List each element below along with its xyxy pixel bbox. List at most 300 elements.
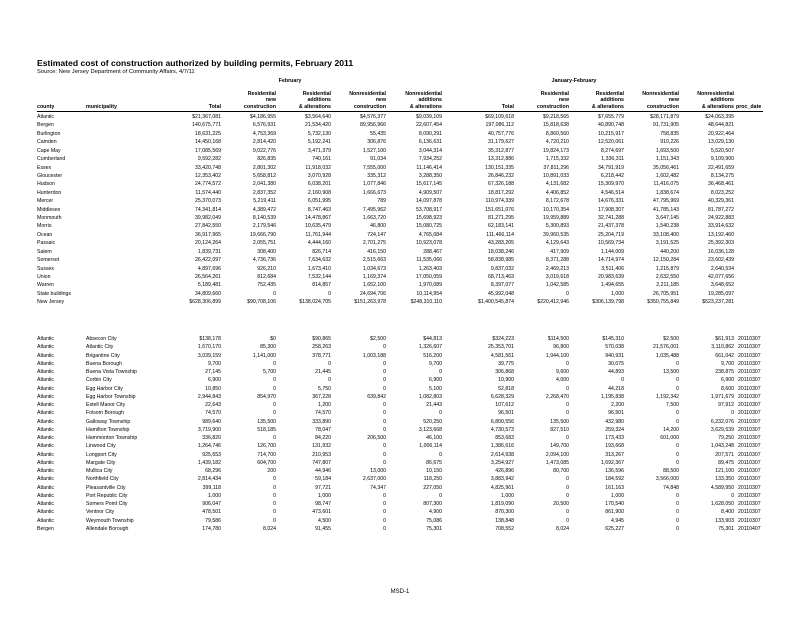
- feb-res-add-cell: 11,761,944: [305, 231, 331, 238]
- proc-date-cell: 20110307: [738, 369, 761, 375]
- municipality-cell: Estell Manor City: [86, 402, 126, 408]
- county-cell: Morris: [37, 223, 52, 230]
- janfeb-res-new-cell: 96,800: [553, 344, 569, 351]
- municipality-cell: Egg Harbor Township: [86, 393, 136, 400]
- feb-total-cell: 74,570: [205, 410, 221, 417]
- janfeb-res-new-cell: 1,042,585: [545, 282, 569, 289]
- proc-date-cell: 20110307: [738, 402, 761, 408]
- county-cell: Monmouth: [37, 215, 62, 222]
- feb-nonres-new-cell: 335,312: [367, 172, 386, 179]
- janfeb-res-new-cell: 0: [566, 435, 569, 441]
- proc-date-cell: 20110407: [738, 525, 761, 532]
- janfeb-res-new-cell: 10,891,033: [543, 172, 569, 179]
- janfeb-total-cell: 52,818: [498, 385, 514, 392]
- county-cell: Somerset: [37, 257, 60, 264]
- feb-res-new-cell: 5,700: [263, 369, 276, 375]
- janfeb-res-add-cell: 1,195,838: [600, 393, 624, 400]
- feb-nonres-new-cell: 0: [383, 360, 386, 367]
- county-cell: New Jersey: [37, 299, 65, 306]
- proc-date-cell: 20110307: [738, 435, 761, 441]
- janfeb-nonres-add-cell: 4,589,950: [710, 484, 734, 491]
- feb-res-add-cell: 5,192,241: [307, 139, 331, 146]
- janfeb-total-cell: 13,312,886: [488, 156, 514, 163]
- municipality-cell: Mullica City: [86, 468, 113, 474]
- county-cell: Union: [37, 273, 51, 280]
- janfeb-nonres-new-cell: 12,150,284: [653, 257, 679, 264]
- janfeb-res-add-cell: 1,692,367: [600, 459, 624, 466]
- res-add-header-line-2-7: & alterations: [591, 104, 624, 110]
- proc-date-cell: 20110307: [738, 484, 761, 491]
- feb-nonres-add-cell: 15,698,923: [416, 215, 442, 222]
- nonres-new-header-line-2-8: construction: [646, 104, 679, 110]
- janfeb-res-add-cell: 34,791,919: [598, 164, 624, 171]
- municipality-cell: Atlantic City: [86, 344, 114, 351]
- feb-nonres-add-cell: 288,467: [423, 248, 442, 255]
- janfeb-res-add-cell: 17,908,307: [598, 206, 624, 213]
- janfeb-total-cell: 2,614,938: [490, 451, 514, 458]
- res-new-header-line-0-6: Residential: [540, 90, 569, 97]
- feb-nonres-add-cell: 46,100: [426, 435, 442, 441]
- feb-nonres-new-cell: 1,527,100: [362, 147, 386, 154]
- municipality-cell: Linwood City: [86, 443, 116, 450]
- county-cell: Atlantic: [37, 418, 55, 425]
- feb-nonres-new-cell: 0: [383, 451, 386, 458]
- janfeb-res-new-cell: 1,473,085: [545, 459, 569, 466]
- janfeb-res-add-cell: $306,139,798: [592, 299, 624, 306]
- county-cell: Atlantic: [37, 451, 55, 458]
- municipality-cell: Somers Point City: [86, 501, 128, 507]
- janfeb-total-cell: 96,501: [498, 410, 514, 417]
- janfeb-nonres-add-cell: 89,475: [718, 459, 734, 466]
- janfeb-res-add-cell: 432,980: [605, 418, 624, 425]
- janfeb-total-cell: 870,300: [495, 509, 514, 516]
- res-new-header-line-2-1: construction: [243, 104, 276, 110]
- janfeb-res-add-cell: 14,676,331: [598, 198, 624, 205]
- feb-nonres-add-cell: 3,044,314: [418, 147, 442, 154]
- feb-nonres-new-cell: 416,150: [367, 248, 386, 255]
- feb-res-new-cell: 0: [273, 492, 276, 499]
- janfeb-nonres-new-cell: 3,566,000: [655, 476, 679, 483]
- janfeb-res-add-cell: 861,900: [605, 509, 624, 516]
- feb-nonres-add-cell: $9,039,109: [416, 114, 442, 120]
- municipality-cell: Folsom Borough: [86, 410, 125, 417]
- janfeb-nonres-add-cell: 23,602,439: [708, 257, 734, 264]
- janfeb-nonres-new-cell: 1,215,879: [655, 265, 679, 272]
- proc-date-cell: 20110307: [738, 410, 761, 417]
- feb-nonres-add-cell: 0: [439, 451, 442, 458]
- feb-res-add-cell: $90,865: [312, 336, 331, 342]
- feb-res-new-cell: 4,736,736: [252, 257, 276, 264]
- nonres-add-header-line-0-9: Nonresidential: [697, 90, 734, 97]
- feb-nonres-add-cell: 15,617,145: [416, 181, 442, 188]
- res-add-header-line-0-7: Residential: [595, 90, 624, 97]
- feb-res-new-cell: 0: [273, 410, 276, 417]
- county-cell: Middlesex: [37, 206, 61, 213]
- feb-res-add-cell: $3,564,640: [305, 114, 331, 120]
- feb-res-add-cell: 59,184: [315, 476, 331, 483]
- feb-nonres-add-cell: 520,250: [423, 418, 442, 425]
- feb-total-cell: 68,296: [205, 468, 221, 474]
- feb-res-new-cell: 200: [267, 468, 276, 474]
- janfeb-nonres-new-cell: 758,835: [660, 130, 679, 137]
- feb-nonres-new-cell: 0: [383, 509, 386, 516]
- janfeb-nonres-new-cell: 1,035,488: [655, 352, 679, 359]
- janfeb-nonres-new-cell: 2,632,550: [655, 273, 679, 280]
- janfeb-res-add-cell: 4,546,514: [600, 189, 624, 196]
- feb-total-cell: 3,039,159: [197, 352, 221, 359]
- janfeb-nonres-add-cell: 40,329,361: [708, 198, 734, 205]
- feb-nonres-new-cell: $4,576,377: [360, 114, 386, 120]
- janfeb-total-cell: 197,086,112: [485, 122, 514, 129]
- feb-res-add-cell: 98,747: [315, 501, 331, 507]
- janfeb-res-new-cell: 4,129,643: [545, 240, 569, 247]
- res-add-header-line-0-2: Residential: [302, 90, 331, 97]
- feb-total-cell: $21,367,081: [192, 114, 221, 120]
- nonres-add-header-line-0-4: Nonresidential: [405, 90, 442, 97]
- county-cell: Gloucester: [37, 172, 63, 179]
- janfeb-nonres-add-cell: 8,600: [721, 385, 734, 392]
- proc-date-cell: 20110307: [738, 377, 761, 384]
- res-add-header-line-1-7: additions: [600, 97, 624, 104]
- feb-res-add-cell: 826,714: [312, 248, 331, 255]
- feb-res-new-cell: 8,140,539: [252, 215, 276, 222]
- janfeb-total-cell: 67,326,188: [488, 181, 514, 188]
- proc-date-cell: 20110307: [738, 443, 761, 450]
- nonres-add-header-line-2-9: & alterations: [701, 104, 734, 110]
- janfeb-res-add-cell: 20,983,639: [598, 273, 624, 280]
- janfeb-res-new-cell: 4,131,682: [545, 181, 569, 188]
- nonres-add-header-line-1-4: additions: [418, 97, 442, 104]
- feb-nonres-new-cell: 0: [383, 525, 386, 532]
- feb-nonres-add-cell: 8,090,291: [418, 130, 442, 137]
- feb-total-cell: 140,675,771: [192, 122, 221, 129]
- nonres-add-header-line-1-9: additions: [710, 97, 734, 104]
- county-cell: State buildings: [37, 290, 72, 297]
- res-new-header-line-1-6: new: [558, 97, 569, 104]
- feb-nonres-add-cell: 11,146,414: [416, 164, 442, 171]
- janfeb-total-cell: 18,817,292: [488, 189, 514, 196]
- municipality-cell: Buena Vista Township: [86, 369, 137, 375]
- janfeb-nonres-add-cell: $24,063,395: [705, 114, 734, 120]
- municipality-cell: Hammonton Township: [86, 435, 138, 441]
- county-cell: Burlington: [37, 130, 61, 137]
- feb-nonres-new-cell: 2,515,663: [362, 257, 386, 264]
- janfeb-total-cell: $1,400,545,874: [477, 299, 514, 306]
- feb-nonres-new-cell: 2,637,000: [362, 476, 386, 483]
- janfeb-res-add-cell: 259,324: [605, 426, 624, 433]
- feb-total-cell: 14,450,168: [195, 139, 221, 146]
- feb-total-cell: 36,917,965: [195, 231, 221, 238]
- feb-nonres-add-cell: 9,700: [429, 360, 442, 367]
- municipality-cell: Weymouth Township: [86, 517, 134, 524]
- county-cell: Hunterdon: [37, 189, 62, 196]
- janfeb-res-new-cell: 0: [566, 509, 569, 516]
- janfeb-nonres-new-cell: 0: [676, 385, 679, 392]
- feb-res-add-cell: 91,455: [315, 525, 331, 532]
- janfeb-res-add-cell: 161,163: [605, 484, 624, 491]
- janfeb-total-cell: 130,151,335: [485, 164, 514, 171]
- janfeb-res-add-cell: 193,668: [605, 443, 624, 450]
- county-cell: Bergen: [37, 122, 54, 129]
- feb-res-add-cell: 21,534,420: [305, 122, 331, 129]
- feb-nonres-add-cell: 14,097,878: [416, 198, 442, 205]
- jan-feb-group-header: January-February: [551, 78, 597, 84]
- janfeb-nonres-add-cell: 42,077,656: [708, 273, 734, 280]
- janfeb-nonres-add-cell: 25,392,303: [708, 240, 734, 247]
- feb-nonres-add-cell: 22,607,454: [416, 122, 442, 129]
- janfeb-total-cell: 1,819,090: [490, 501, 514, 507]
- feb-nonres-add-cell: 1,263,403: [418, 265, 442, 272]
- janfeb-res-new-cell: $220,412,946: [537, 299, 569, 306]
- county-cell: Hudson: [37, 181, 55, 188]
- janfeb-nonres-new-cell: 0: [676, 443, 679, 450]
- janfeb-nonres-add-cell: 3,110,862: [711, 344, 734, 351]
- janfeb-res-add-cell: 170,540: [605, 501, 624, 507]
- feb-total-cell: 26,422,097: [195, 257, 221, 264]
- feb-nonres-new-cell: 206,500: [367, 435, 386, 441]
- janfeb-res-add-cell: 1,000: [611, 492, 624, 499]
- janfeb-res-add-cell: 8,274,697: [600, 147, 624, 154]
- feb-nonres-add-cell: 3,123,668: [418, 426, 442, 433]
- feb-total-cell: 6,900: [208, 377, 221, 384]
- proc-date-cell: 20110307: [738, 418, 761, 425]
- janfeb-res-new-cell: 0: [566, 402, 569, 408]
- janfeb-nonres-new-cell: 2,211,185: [656, 282, 679, 289]
- feb-nonres-add-cell: $44,813: [423, 336, 442, 342]
- janfeb-res-new-cell: 8,860,560: [545, 130, 569, 137]
- municipality-cell: Northfield City: [86, 476, 119, 483]
- county-cell: Salem: [37, 248, 52, 255]
- county-cell: Bergen: [37, 525, 54, 532]
- feb-total-cell: 12,353,402: [195, 172, 221, 179]
- feb-total-cell: 2,814,434: [197, 476, 221, 483]
- feb-total-cell: 399,118: [202, 484, 221, 491]
- feb-res-add-cell: 740,161: [312, 156, 331, 163]
- janfeb-nonres-new-cell: 14,200: [663, 426, 679, 433]
- county-cell: Atlantic: [37, 402, 55, 408]
- feb-res-add-cell: 74,570: [315, 410, 331, 417]
- janfeb-total-cell: 6,628,329: [490, 393, 514, 400]
- feb-res-new-cell: $0: [270, 336, 276, 342]
- janfeb-nonres-new-cell: 1,693,500: [655, 147, 679, 154]
- janfeb-res-new-cell: 9,600: [556, 369, 569, 375]
- janfeb-res-new-cell: 8,172,678: [545, 198, 569, 205]
- janfeb-total-cell: 110,974,339: [485, 198, 514, 205]
- feb-nonres-add-cell: 17,050,059: [416, 273, 442, 280]
- janfeb-nonres-new-cell: 26,705,951: [653, 290, 679, 297]
- janfeb-total-cell: 3,883,942: [490, 476, 514, 483]
- janfeb-nonres-add-cell: 8,400: [721, 509, 734, 516]
- janfeb-nonres-new-cell: 0: [676, 459, 679, 466]
- janfeb-res-add-cell: 44,893: [608, 369, 624, 375]
- janfeb-res-new-cell: $9,218,565: [543, 114, 569, 120]
- feb-res-add-cell: 0: [328, 377, 331, 384]
- janfeb-res-add-cell: 1,336,311: [601, 156, 624, 163]
- feb-res-add-cell: 7,532,144: [307, 273, 331, 280]
- janfeb-nonres-new-cell: 74,848: [663, 484, 679, 491]
- feb-res-new-cell: $90,708,106: [247, 299, 276, 306]
- feb-nonres-new-cell: 0: [383, 369, 386, 375]
- feb-res-add-cell: 1,200: [318, 402, 331, 408]
- proc-date-column-header: proc_date: [736, 104, 762, 110]
- county-cell: Essex: [37, 164, 52, 171]
- feb-res-new-cell: 19,666,790: [250, 231, 276, 238]
- janfeb-total-cell: 306,868: [495, 369, 514, 375]
- janfeb-nonres-add-cell: 3,648,652: [710, 282, 734, 289]
- feb-nonres-new-cell: 0: [383, 410, 386, 417]
- feb-nonres-add-cell: 227,050: [423, 484, 442, 491]
- janfeb-res-new-cell: 1,944,100: [545, 352, 569, 359]
- county-cell: Atlantic: [37, 360, 55, 367]
- municipality-cell: Absecon City: [86, 336, 117, 342]
- janfeb-res-add-cell: 570,038: [605, 344, 624, 351]
- feb-nonres-new-cell: 13,000: [370, 468, 386, 474]
- janfeb-nonres-new-cell: 0: [676, 525, 679, 532]
- proc-date-cell: 20110307: [738, 385, 761, 392]
- feb-nonres-new-cell: 0: [383, 344, 386, 351]
- janfeb-res-new-cell: 4,720,210: [545, 139, 569, 146]
- feb-res-new-cell: 826,835: [257, 156, 276, 163]
- feb-nonres-new-cell: 91,034: [370, 156, 386, 163]
- feb-nonres-new-cell: 46,800: [370, 223, 386, 230]
- municipality-cell: Pleasantville City: [86, 484, 126, 491]
- total-column-header-0: Total: [208, 104, 221, 110]
- feb-res-add-cell: 5,750: [318, 385, 331, 392]
- janfeb-res-new-cell: 0: [566, 360, 569, 367]
- janfeb-total-cell: 4,825,961: [490, 484, 514, 491]
- feb-total-cell: 925,653: [202, 451, 221, 458]
- janfeb-total-cell: 68,713,463: [488, 273, 514, 280]
- janfeb-total-cell: 6,800,556: [490, 418, 514, 425]
- janfeb-nonres-add-cell: 1,971,679: [710, 393, 734, 400]
- feb-res-new-cell: 1,141,000: [252, 352, 276, 359]
- feb-nonres-add-cell: 86,675: [426, 459, 442, 466]
- feb-total-cell: 1,670,170: [197, 344, 221, 351]
- feb-res-add-cell: 747,807: [312, 459, 331, 466]
- janfeb-res-add-cell: 10,215,917: [598, 130, 624, 137]
- feb-res-add-cell: 0: [328, 290, 331, 297]
- res-new-header-line-1-1: new: [265, 97, 276, 104]
- proc-date-cell: 20110307: [738, 426, 761, 433]
- feb-res-add-cell: 3,070,928: [307, 172, 331, 179]
- county-cell: Atlantic: [37, 509, 55, 516]
- feb-total-cell: $628,306,899: [189, 299, 221, 306]
- feb-nonres-new-cell: 0: [383, 501, 386, 507]
- feb-total-cell: 18,631,225: [195, 130, 221, 137]
- janfeb-nonres-new-cell: 910,226: [660, 139, 679, 146]
- feb-res-new-cell: 926,210: [257, 265, 276, 272]
- municipality-column-header: municipality: [86, 104, 117, 110]
- proc-date-cell: 20110307: [738, 393, 761, 400]
- feb-res-new-cell: 0: [273, 290, 276, 297]
- feb-nonres-new-cell: 0: [383, 377, 386, 384]
- feb-nonres-new-cell: 724,147: [367, 231, 386, 238]
- feb-res-add-cell: $138,024,705: [299, 299, 331, 306]
- proc-date-cell: 20110307: [738, 517, 761, 524]
- feb-nonres-add-cell: 10,923,078: [416, 240, 442, 247]
- janfeb-nonres-new-cell: 33,108,400: [653, 231, 679, 238]
- municipality-cell: Corbin City: [86, 377, 112, 384]
- janfeb-nonres-add-cell: 6,232,076: [710, 418, 734, 425]
- janfeb-res-add-cell: 184,592: [605, 476, 624, 483]
- janfeb-res-add-cell: 136,596: [605, 468, 624, 474]
- janfeb-nonres-new-cell: 0: [676, 509, 679, 516]
- feb-nonres-add-cell: 4,765,084: [418, 231, 442, 238]
- janfeb-res-add-cell: 4,945: [611, 517, 624, 524]
- feb-nonres-add-cell: 1,326,607: [418, 344, 442, 351]
- feb-nonres-new-cell: 2,701,275: [362, 240, 386, 247]
- february-group-header: February: [278, 78, 302, 84]
- janfeb-res-add-cell: 12,520,061: [598, 139, 624, 146]
- county-cell: Atlantic: [37, 410, 55, 417]
- janfeb-nonres-add-cell: 133,350: [715, 476, 734, 483]
- feb-total-cell: 79,586: [205, 517, 221, 524]
- feb-nonres-add-cell: 516,200: [423, 352, 442, 359]
- janfeb-total-cell: 39,775: [498, 360, 514, 367]
- feb-res-add-cell: 44,946: [315, 468, 331, 474]
- janfeb-res-new-cell: $114,500: [547, 336, 569, 342]
- proc-date-cell: 20110307: [738, 360, 761, 367]
- janfeb-nonres-new-cell: 440,200: [660, 248, 679, 255]
- feb-res-new-cell: 0: [273, 484, 276, 491]
- janfeb-nonres-new-cell: 7,500: [666, 402, 679, 408]
- county-cell: Mercer: [37, 198, 54, 205]
- feb-nonres-new-cell: 1,077,846: [362, 181, 386, 188]
- feb-nonres-new-cell: 24,694,706: [360, 290, 386, 297]
- janfeb-nonres-add-cell: 19,285,097: [708, 290, 734, 297]
- feb-nonres-add-cell: 3,288,350: [418, 172, 442, 179]
- feb-res-add-cell: 4,444,160: [307, 240, 331, 247]
- janfeb-nonres-add-cell: 79,250: [718, 435, 734, 441]
- janfeb-total-cell: 18,038,246: [488, 248, 514, 255]
- feb-total-cell: 9,700: [208, 360, 221, 367]
- janfeb-total-cell: $324,223: [492, 336, 514, 342]
- county-cell: Atlantic: [37, 468, 55, 474]
- janfeb-nonres-new-cell: 0: [676, 501, 679, 507]
- proc-date-cell: 20110307: [738, 336, 761, 342]
- feb-res-new-cell: 2,814,420: [252, 139, 276, 146]
- feb-res-add-cell: 814,857: [312, 282, 331, 289]
- janfeb-nonres-new-cell: 13,500: [663, 369, 679, 375]
- janfeb-nonres-add-cell: 81,787,272: [708, 206, 734, 213]
- feb-nonres-new-cell: 0: [383, 426, 386, 433]
- janfeb-total-cell: 107,612: [495, 402, 514, 408]
- feb-res-new-cell: 85,300: [260, 344, 276, 351]
- janfeb-nonres-add-cell: 121,100: [715, 468, 734, 474]
- janfeb-res-add-cell: 2,200: [611, 402, 624, 408]
- janfeb-total-cell: 62,183,141: [488, 223, 514, 230]
- feb-res-new-cell: 2,055,751: [252, 240, 276, 247]
- feb-nonres-new-cell: 0: [383, 402, 386, 408]
- feb-total-cell: 1,439,182: [197, 459, 221, 466]
- feb-res-new-cell: 854,970: [257, 393, 276, 400]
- janfeb-nonres-new-cell: 1,151,343: [655, 156, 679, 163]
- feb-nonres-add-cell: 6,900: [429, 377, 442, 384]
- janfeb-nonres-add-cell: 36,468,461: [708, 181, 734, 188]
- janfeb-res-new-cell: 0: [566, 517, 569, 524]
- feb-nonres-new-cell: $2,500: [370, 336, 386, 342]
- janfeb-res-add-cell: 40,890,748: [598, 122, 624, 129]
- janfeb-res-add-cell: 1,494,655: [600, 282, 624, 289]
- janfeb-res-new-cell: 1,715,332: [545, 156, 569, 163]
- county-cell: Atlantic: [37, 492, 55, 499]
- janfeb-nonres-add-cell: 5,520,507: [710, 147, 734, 154]
- feb-nonres-add-cell: 10,150: [426, 468, 442, 474]
- janfeb-total-cell: 708,552: [495, 525, 514, 532]
- janfeb-res-new-cell: 0: [566, 410, 569, 417]
- janfeb-res-add-cell: 30,075: [608, 360, 624, 367]
- janfeb-nonres-add-cell: 0: [731, 492, 734, 499]
